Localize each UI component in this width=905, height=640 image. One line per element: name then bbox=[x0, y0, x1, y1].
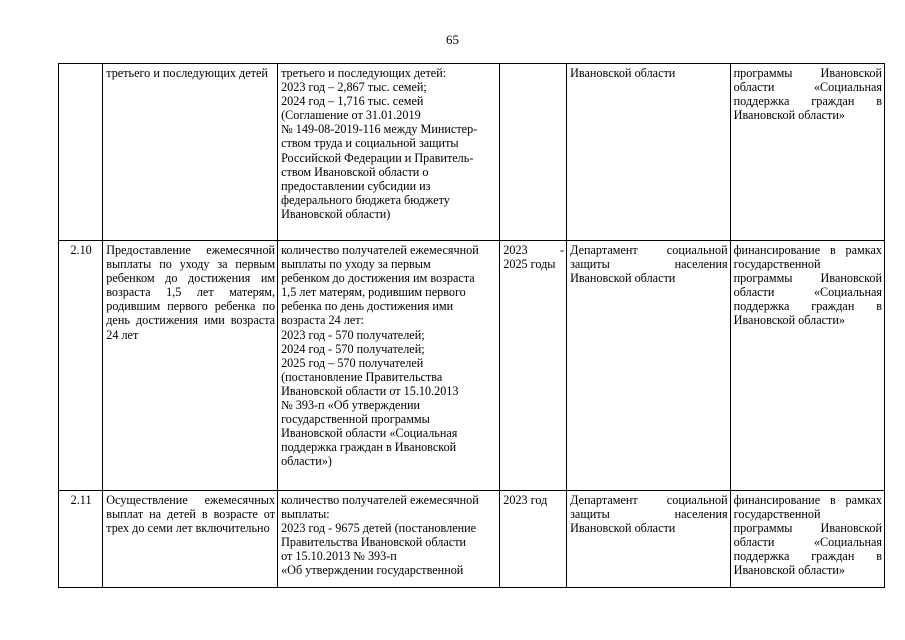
indicator-line: (Соглашение от 31.01.2019 bbox=[281, 108, 421, 123]
indicator-line: третьего и последующих детей: bbox=[281, 66, 447, 80]
measure-name: Предоставление ежемесячной выплаты по уходу за первым ребенком до достижения им возраста 1,5 лет матерям, родившим первого ребенка по день достижения ими возраста 24 лет bbox=[103, 241, 278, 491]
indicator-line: выплаты: bbox=[281, 507, 330, 522]
indicator-line: 2024 год – 1,716 тыс. семей bbox=[281, 94, 424, 109]
indicator-line: № 149-08-2019-116 между Министер- bbox=[281, 122, 478, 137]
table-row bbox=[59, 241, 885, 491]
row-number: 2.11 bbox=[59, 491, 103, 588]
term-cell bbox=[500, 64, 567, 241]
indicator-line: возраста 24 лет: bbox=[281, 313, 364, 328]
indicator-line: «Об утверждении государственной bbox=[281, 563, 464, 578]
indicator-line: 2024 год - 570 получателей; bbox=[281, 341, 425, 356]
indicator-line: Ивановской области) bbox=[281, 206, 391, 221]
indicator-line: предоставлении субсидии из bbox=[281, 178, 431, 193]
indicator-line: выплаты по уходу за первым bbox=[281, 257, 431, 272]
term-end: 2025 годы bbox=[503, 257, 556, 272]
indicator-line: 2023 год - 9675 детей (постановление bbox=[281, 521, 477, 536]
indicator-cell bbox=[278, 64, 500, 241]
indicator-line: 2023 год - 570 получателей; bbox=[281, 327, 425, 342]
indicator-line: ством Ивановской области о bbox=[281, 164, 429, 179]
term-cell: 2023 год bbox=[500, 491, 567, 588]
indicator-line: 2025 год – 570 получателей bbox=[281, 355, 424, 370]
executor-cell: Департамент социальной защиты населения Ивановской области bbox=[567, 491, 731, 588]
indicator-line: количество получателей ежемесячной bbox=[281, 243, 479, 257]
indicator-line: ребенком до достижения им возраста bbox=[281, 271, 475, 286]
indicator-line: Правительства Ивановской области bbox=[281, 535, 467, 550]
executor-cell: Ивановской области bbox=[567, 64, 731, 241]
indicator-line: 1,5 лет матерям, родившим первого bbox=[281, 285, 466, 300]
indicator-line: (постановление Правительства bbox=[281, 369, 443, 384]
indicator-line: государственной программы bbox=[281, 412, 430, 427]
measure-name: третьего и последующих детей bbox=[103, 64, 278, 241]
term-start: 2023 bbox=[503, 243, 528, 257]
indicator-cell bbox=[278, 241, 500, 491]
indicator-line: Ивановской области от 15.10.2013 bbox=[281, 383, 459, 398]
indicator-line: количество получателей ежемесячной bbox=[281, 493, 479, 507]
indicator-line: федерального бюджета бюджету bbox=[281, 192, 450, 207]
financing-cell: финансирование в рамках государственной программы Ивановской области «Социальная поддержка граждан в Ивановской области» bbox=[730, 241, 884, 491]
indicator-line: № 393-п «Об утверждении bbox=[281, 398, 421, 413]
indicator-line: области») bbox=[281, 454, 332, 469]
indicator-line: от 15.10.2013 № 393-п bbox=[281, 549, 397, 564]
page-number: 65 bbox=[446, 32, 459, 47]
indicator-line: ством труда и социальной защиты bbox=[281, 136, 459, 151]
table-row bbox=[59, 491, 885, 588]
indicator-line: поддержка граждан в Ивановской bbox=[281, 440, 457, 455]
row-number bbox=[59, 64, 103, 241]
row-number: 2.10 bbox=[59, 241, 103, 491]
indicator-cell bbox=[278, 491, 500, 588]
indicator-line: Российской Федерации и Правитель- bbox=[281, 150, 474, 165]
term-dash: - bbox=[560, 243, 565, 257]
term-cell bbox=[500, 241, 567, 491]
executor-cell: Департамент социальной защиты населения Ивановской области bbox=[567, 241, 731, 491]
table-row bbox=[59, 64, 885, 241]
indicator-line: 2023 год – 2,867 тыс. семей; bbox=[281, 80, 427, 95]
financing-cell: программы Ивановской области «Социальная поддержка граждан в Ивановской области» bbox=[730, 64, 884, 241]
indicator-line: ребенка по день достижения ими bbox=[281, 299, 454, 314]
financing-cell: финансирование в рамках государственной программы Ивановской области «Социальная поддержка граждан в Ивановской области» bbox=[730, 491, 884, 588]
indicator-line: Ивановской области «Социальная bbox=[281, 426, 458, 441]
measures-table bbox=[58, 63, 885, 588]
measure-name: Осуществление ежемесячных выплат на детей в возрасте от трех до семи лет включительно bbox=[103, 491, 278, 588]
